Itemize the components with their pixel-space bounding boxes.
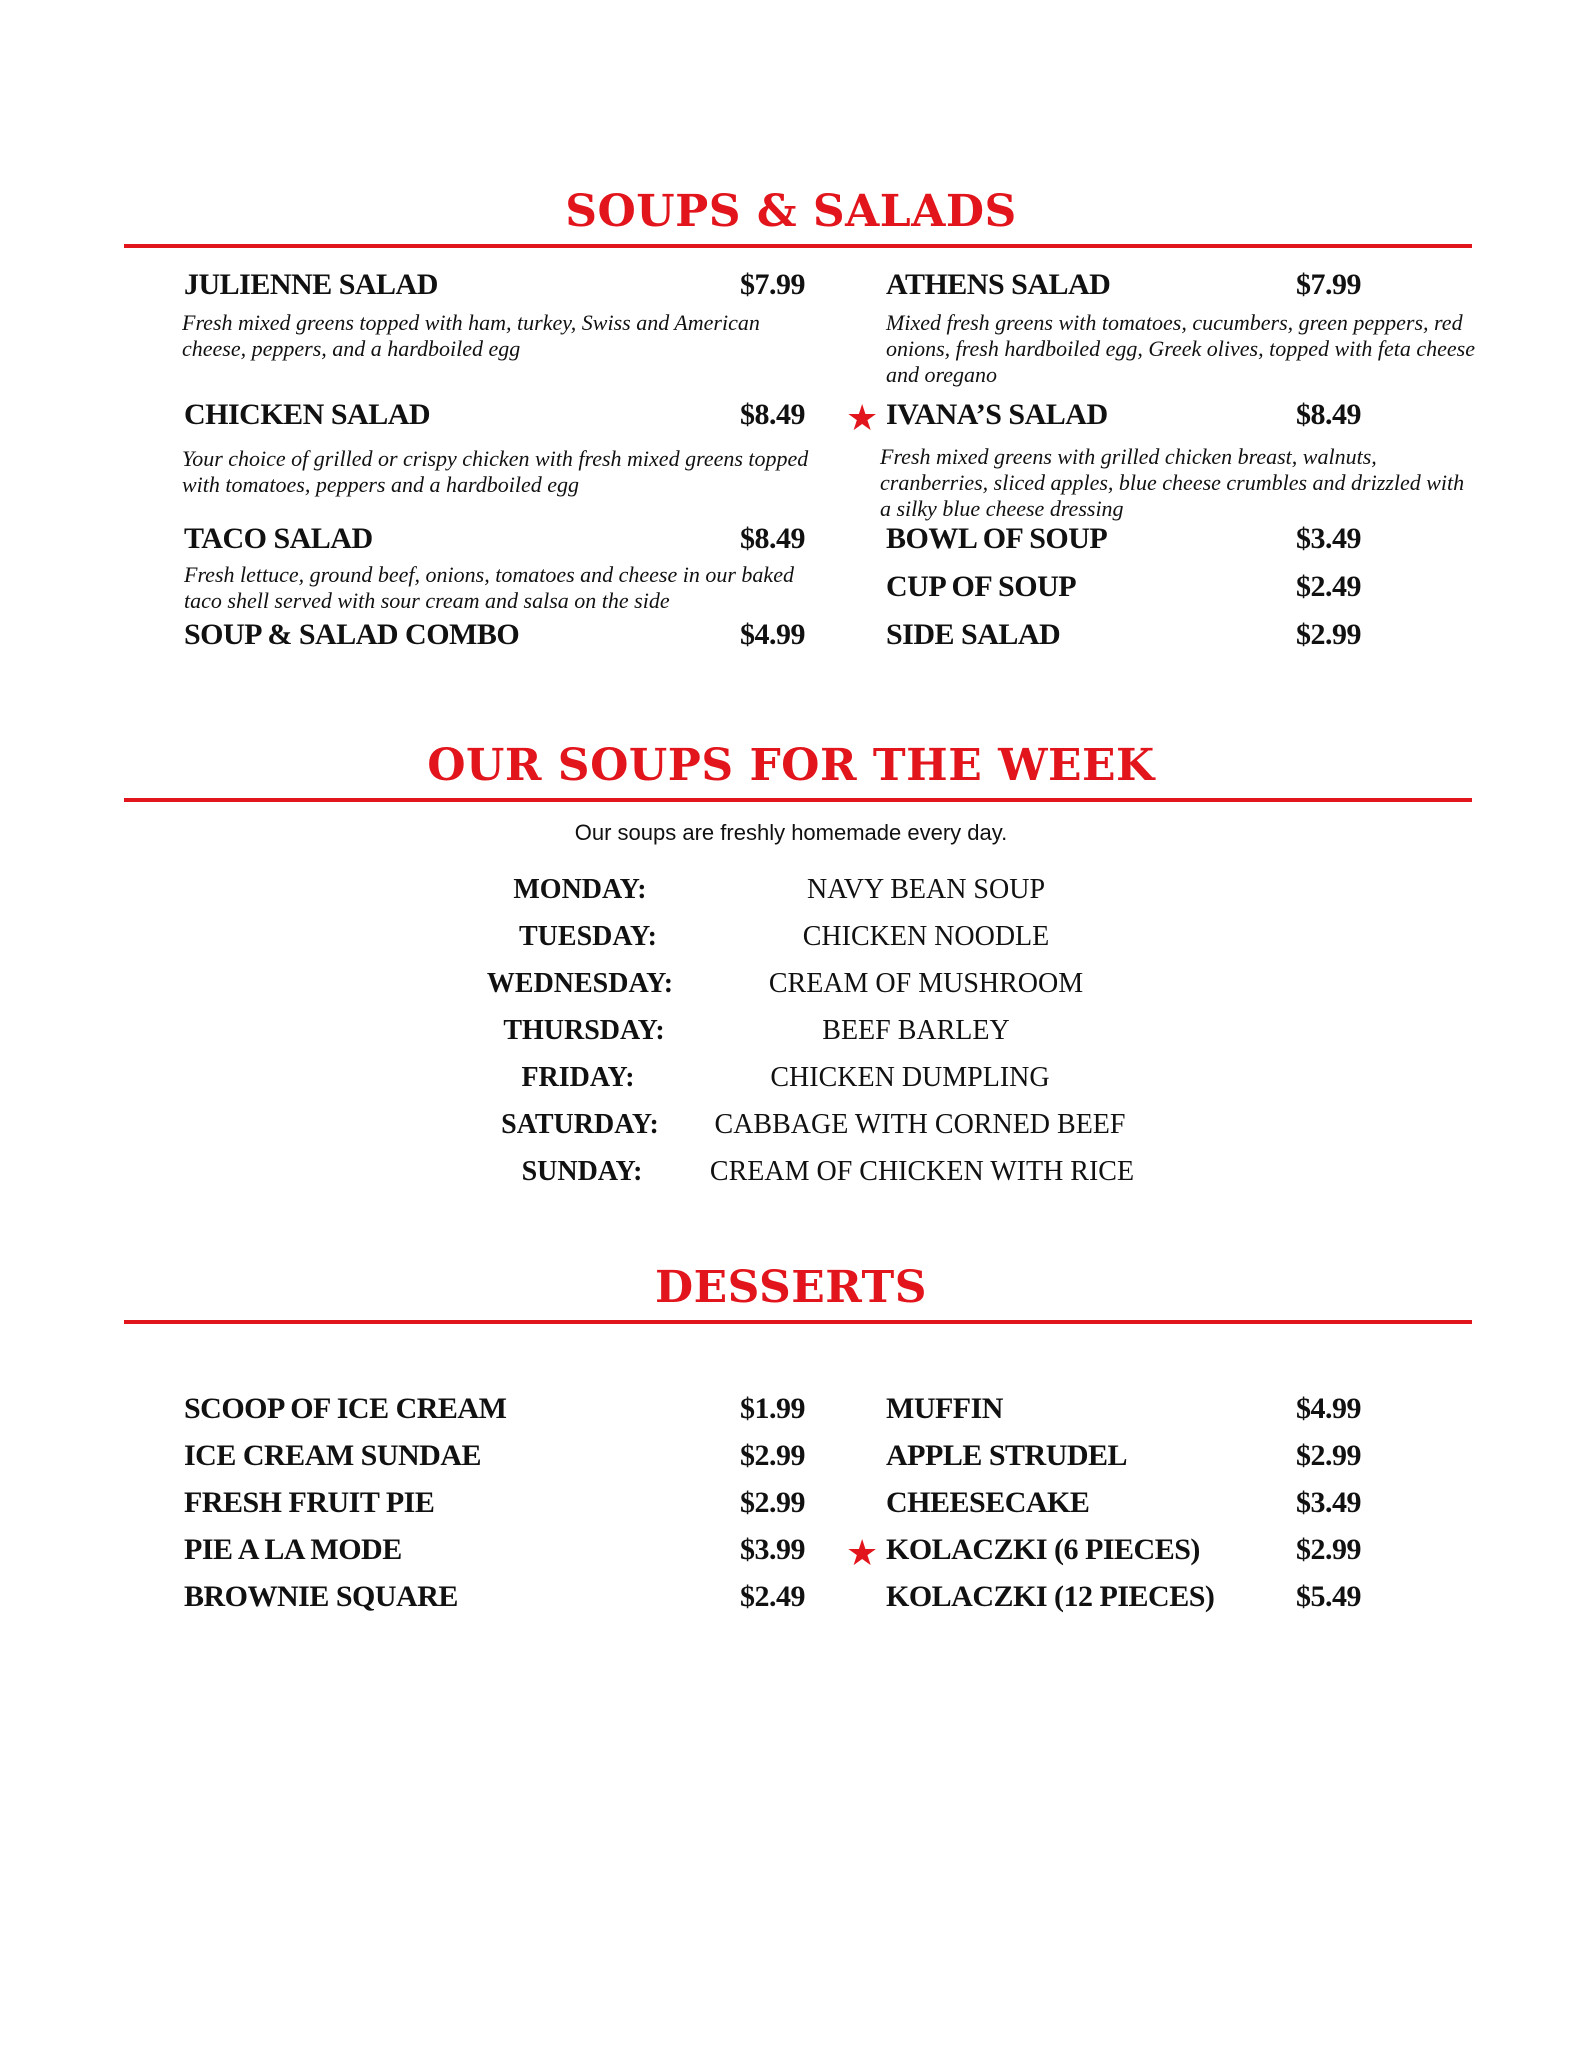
- menu-item-name: KOLACZKI (12 PIECES): [886, 1580, 1215, 1613]
- soups-week-title: OUR SOUPS FOR THE WEEK: [427, 740, 1155, 791]
- menu-item-price: $2.99: [1296, 618, 1361, 651]
- menu-item-price: $4.99: [740, 618, 805, 651]
- menu-item-description: Your choice of grilled or crispy chicken with fresh mixed greens topped with tomatoes, peppers and a hardboiled egg: [182, 446, 809, 497]
- section-divider: [124, 1320, 1472, 1324]
- star-icon: ★: [846, 1533, 879, 1574]
- menu-item-name: ICE CREAM SUNDAE: [184, 1439, 482, 1472]
- menu-item-name: BROWNIE SQUARE: [184, 1580, 458, 1613]
- menu-item-name: SOUP & SALAD COMBO: [184, 618, 520, 651]
- soup-day: MONDAY:: [513, 874, 647, 905]
- menu-item-price: $2.49: [1296, 570, 1361, 603]
- menu-item-description: Fresh mixed greens with grilled chicken breast, walnuts, cranberries, sliced apples, blue cheese crumbles and drizzled with a silky blue cheese dressing: [880, 444, 1465, 521]
- menu-item-name: TACO SALAD: [184, 522, 373, 555]
- menu-item-name: SIDE SALAD: [886, 618, 1061, 651]
- soup-day: THURSDAY:: [503, 1015, 665, 1046]
- section-divider: [124, 798, 1472, 802]
- menu-item-price: $2.99: [740, 1486, 805, 1519]
- menu-item-name: CUP OF SOUP: [886, 570, 1077, 603]
- menu-item-name: BOWL OF SOUP: [886, 522, 1108, 555]
- menu-item-name: ATHENS SALAD: [886, 268, 1111, 301]
- soup-name: CREAM OF CHICKEN WITH RICE: [709, 1156, 1135, 1187]
- menu-item-name: CHICKEN SALAD: [184, 398, 431, 431]
- menu-item-name: FRESH FRUIT PIE: [184, 1486, 435, 1519]
- menu-item-price: $8.49: [740, 398, 805, 431]
- soup-name: BEEF BARLEY: [822, 1015, 1010, 1046]
- menu-item-name: KOLACZKI (6 PIECES): [886, 1533, 1200, 1566]
- menu-item-price: $8.49: [740, 522, 805, 555]
- menu-item-price: $3.49: [1296, 522, 1361, 555]
- menu-item-description: Fresh lettuce, ground beef, onions, tomatoes and cheese in our baked taco shell served with sour cream and salsa on the side: [184, 562, 794, 613]
- soups-note: Our soups are freshly homemade every day.: [574, 820, 1008, 845]
- menu-item-price: $4.99: [1296, 1392, 1361, 1425]
- soup-name: CABBAGE WITH CORNED BEEF: [714, 1109, 1126, 1140]
- menu-item-description: Fresh mixed greens topped with ham, turkey, Swiss and American cheese, peppers, and a hardboiled egg: [182, 310, 760, 361]
- soup-name: CHICKEN DUMPLING: [770, 1062, 1050, 1093]
- menu-item-name: IVANA’S SALAD: [886, 398, 1108, 431]
- menu-item-price: $1.99: [740, 1392, 805, 1425]
- soup-day: SATURDAY:: [501, 1109, 659, 1140]
- soup-name: NAVY BEAN SOUP: [806, 874, 1046, 905]
- menu-item-name: APPLE STRUDEL: [886, 1439, 1128, 1472]
- menu-item-price: $7.99: [1296, 268, 1361, 301]
- menu-item-price: $5.49: [1296, 1580, 1361, 1613]
- menu-item-price: $2.99: [1296, 1533, 1361, 1566]
- menu-item-price: $2.99: [1296, 1439, 1361, 1472]
- soup-day: TUESDAY:: [519, 921, 657, 952]
- menu-item-name: CHEESECAKE: [886, 1486, 1090, 1519]
- soup-day: SUNDAY:: [521, 1156, 643, 1187]
- soup-name: CREAM OF MUSHROOM: [768, 968, 1084, 999]
- soup-name: CHICKEN NOODLE: [802, 921, 1050, 952]
- menu-item-price: $3.49: [1296, 1486, 1361, 1519]
- soup-day: FRIDAY:: [521, 1062, 635, 1093]
- menu-item-price: $7.99: [740, 268, 805, 301]
- menu-item-name: SCOOP OF ICE CREAM: [184, 1392, 507, 1425]
- soups-salads-title: SOUPS & SALADS: [565, 186, 1017, 237]
- menu-item-name: PIE A LA MODE: [184, 1533, 402, 1566]
- section-divider: [124, 244, 1472, 248]
- menu-item-price: $8.49: [1296, 398, 1361, 431]
- menu-item-name: MUFFIN: [886, 1392, 1003, 1425]
- menu-item-name: JULIENNE SALAD: [184, 268, 438, 301]
- star-icon: ★: [846, 398, 879, 439]
- menu-item-price: $2.99: [740, 1439, 805, 1472]
- soup-day: WEDNESDAY:: [486, 968, 674, 999]
- menu-item-price: $3.99: [740, 1533, 805, 1566]
- menu-item-price: $2.49: [740, 1580, 805, 1613]
- desserts-title: DESSERTS: [654, 1262, 928, 1313]
- menu-item-description: Mixed fresh greens with tomatoes, cucumbers, green peppers, red onions, fresh hardboiled egg, Greek olives, topped with feta cheese and oregano: [886, 310, 1475, 387]
